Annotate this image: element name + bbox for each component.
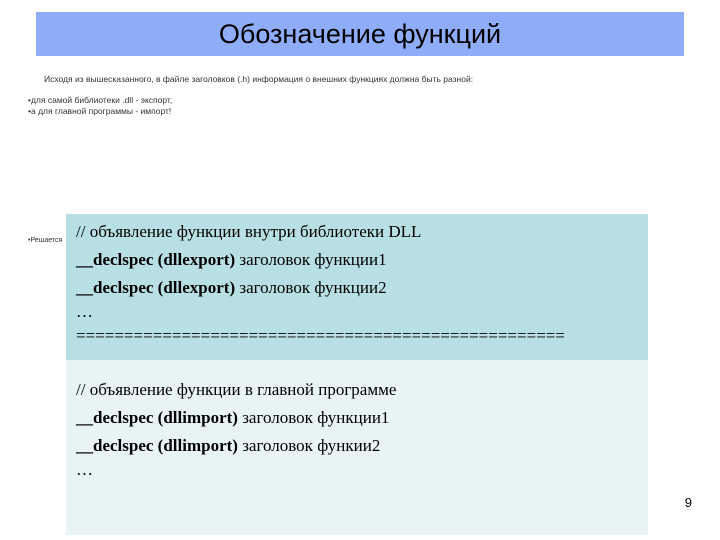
export-ellipsis: …: [76, 302, 93, 321]
export-comment: // объявление функции внутри библиотеки DLL: [76, 222, 422, 241]
export-keyword-2: __declspec (dllexport): [76, 278, 236, 297]
import-line-2: [76, 432, 638, 460]
bullet-solution: •Решается: [28, 237, 63, 244]
slide-title: Обозначение функций: [218, 18, 502, 49]
export-code-block: [66, 214, 648, 360]
export-line-2: [76, 274, 638, 302]
import-keyword-1: __declspec (dllimport): [76, 408, 238, 427]
export-separator: ===================================================: [76, 326, 565, 345]
import-keyword-2: __declspec (dllimport): [76, 436, 238, 455]
export-line-2-text: заголовок функции2: [235, 278, 387, 297]
import-ellipsis: …: [76, 460, 93, 479]
import-line-1-text: заголовок функции1: [237, 408, 390, 427]
import-comment: // объявление функции в главной программе: [76, 380, 397, 399]
bullet-import: •а для главной программы - импорт!: [28, 106, 172, 116]
export-line-1: [76, 246, 638, 274]
slide-title-bar: [36, 12, 684, 56]
bullet-export: •для самой библиотеки .dll - экспорт,: [28, 95, 173, 105]
export-keyword-1: __declspec (dllexport): [76, 250, 236, 269]
page-number: 9: [684, 495, 692, 510]
import-code-block: [66, 360, 648, 535]
import-line-2-text: заголовок функии2: [237, 436, 381, 455]
export-line-1-text: заголовок функции1: [235, 250, 387, 269]
intro-text: Исходя из вышесказанного, в файле заголовков (.h) информация о внешних функциях должна быть разной:: [44, 74, 474, 84]
import-line-1: [76, 404, 638, 432]
